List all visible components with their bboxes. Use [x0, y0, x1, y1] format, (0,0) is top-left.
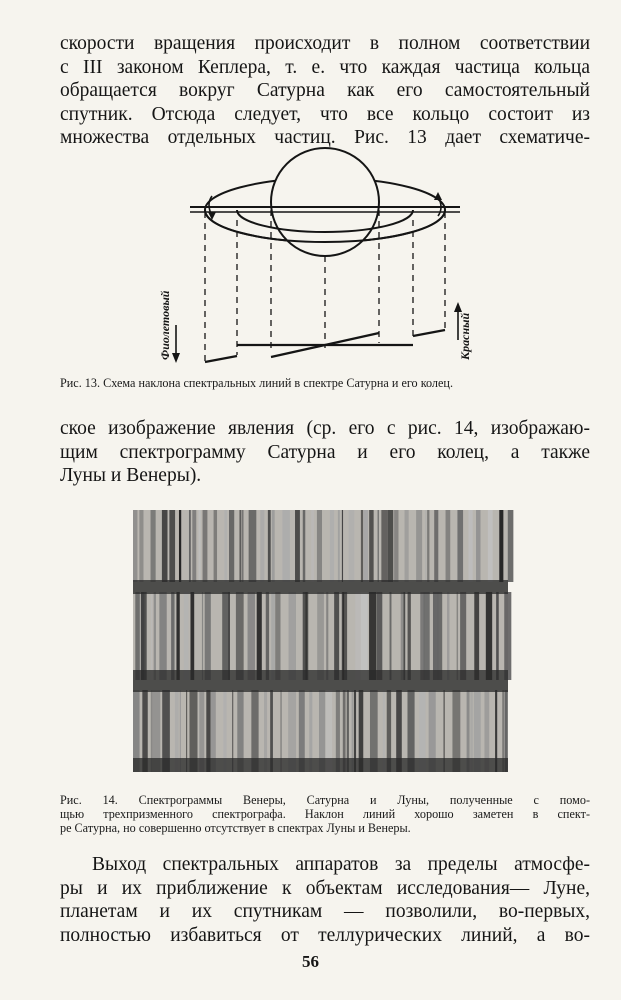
spectral-absorption-line — [381, 510, 388, 582]
text-line: скорости вращения происходит в полном соответствии — [60, 33, 590, 54]
spectral-absorption-line — [289, 592, 296, 680]
paragraph-top — [60, 32, 590, 150]
text-line: щим спектрограмму Сатурна и его колец, а также — [60, 441, 590, 463]
spectral-absorption-line — [133, 510, 137, 582]
text-line: Луны и Венеры). — [60, 465, 202, 486]
figure-14-spectrogram-photo — [133, 510, 508, 772]
spectral-absorption-line — [499, 510, 503, 582]
label-violet: Фиолетовый — [158, 290, 172, 360]
spectral-absorption-line — [438, 592, 442, 680]
text-line: ры и их приближение к объектам исследования— Луне, — [60, 877, 590, 899]
spectral-absorption-line — [342, 592, 347, 680]
caption-line: Рис. 14. Спектрограммы Венеры, Сатурна и Луны, полученные с помо- — [60, 793, 590, 807]
spectral-absorption-line — [179, 510, 181, 582]
spectral-absorption-line — [317, 510, 322, 582]
spectral-absorption-line — [199, 510, 201, 582]
spectral-absorption-line — [416, 510, 422, 582]
arrow-down-icon — [172, 353, 180, 363]
spectral-absorption-line — [447, 592, 449, 680]
spectral-absorption-line — [424, 592, 430, 680]
spectral-absorption-line — [239, 510, 241, 582]
text-line: обращается вокруг Сатурна как его самостоятельный — [60, 80, 590, 101]
spectral-absorption-line — [460, 592, 466, 680]
spectral-absorption-line — [311, 510, 314, 582]
spectral-absorption-line — [135, 592, 140, 680]
spectral-absorption-line — [162, 510, 168, 582]
caption-line: ре Сатурна, но совершенно отсутствует в спектрах Луны и Венеры. — [60, 821, 411, 835]
spectral-absorption-line — [378, 510, 379, 582]
spectral-absorption-line — [427, 510, 429, 582]
spectral-absorption-line — [476, 510, 480, 582]
spectral-absorption-line — [257, 592, 262, 680]
caption-line: щью трехпризменного спектрографа. Наклон линий хорошо заметен в спект- — [60, 807, 590, 821]
spectral-absorption-line — [403, 592, 405, 680]
spectral-absorption-line — [192, 510, 196, 582]
arrow-up-icon — [454, 302, 462, 312]
spectrogram-band — [133, 670, 508, 692]
spectral-absorption-line — [363, 510, 368, 582]
spectral-absorption-line — [171, 592, 173, 680]
spectral-absorption-line — [159, 592, 166, 680]
spectral-absorption-line — [205, 592, 211, 680]
paragraph-bottom — [60, 853, 590, 947]
spectral-absorption-line — [141, 592, 147, 680]
spectral-absorption-line — [388, 510, 393, 582]
spectral-absorption-line — [275, 592, 280, 680]
spectral-absorption-line — [202, 592, 203, 680]
spectral-absorption-line — [334, 592, 339, 680]
spectral-absorption-line — [139, 510, 143, 582]
spectral-absorption-line — [295, 510, 300, 582]
text-line: спутник. Отсюда следует, что все кольцо состоит из — [60, 103, 590, 125]
caption-line: Рис. 13. Схема наклона спектральных линий в спектре Сатурна и его колец. — [60, 376, 453, 390]
spectral-absorption-line — [355, 592, 361, 680]
spectral-absorption-line — [271, 592, 275, 680]
spectral-absorption-line — [408, 592, 411, 680]
spectral-absorption-line — [268, 510, 271, 582]
spectrogram-band — [133, 580, 508, 594]
spectral-absorption-line — [272, 510, 275, 582]
spectral-absorption-line — [496, 592, 499, 680]
spectral-absorption-line — [457, 592, 458, 680]
spectral-absorption-line — [446, 510, 451, 582]
spectral-absorption-line — [361, 510, 363, 582]
spectral-absorption-line — [228, 592, 230, 680]
spectral-absorption-line — [369, 510, 373, 582]
spectral-absorption-line — [342, 510, 343, 582]
spectral-absorption-line — [457, 510, 463, 582]
spectral-absorption-line — [377, 592, 382, 680]
spectral-absorption-line — [169, 510, 175, 582]
spectral-absorption-line — [151, 592, 152, 680]
text-line: множества отдельных частиц. Рис. 13 дает схематиче- — [60, 127, 590, 148]
text-line: ское изображение явления (ср. его с рис. 14, изображаю- — [60, 418, 590, 439]
spectral-absorption-line — [176, 592, 179, 680]
text-line: планетам и их спутникам — позволили, во-первых, — [60, 901, 590, 922]
spectral-absorption-line — [151, 510, 156, 582]
spectral-absorption-line — [248, 592, 255, 680]
spectral-absorption-line — [326, 592, 328, 680]
spectral-absorption-line — [154, 592, 156, 680]
spectrogram-band — [133, 758, 508, 772]
paragraph-middle — [60, 417, 590, 488]
spectral-absorption-line — [433, 592, 438, 680]
spectral-absorption-line — [260, 510, 264, 582]
spectral-absorption-line — [303, 510, 306, 582]
spectral-absorption-line — [405, 510, 409, 582]
spectral-absorption-line — [330, 510, 334, 582]
text-line: Выход спектральных аппаратов за пределы атмосфе- — [92, 854, 590, 875]
spectral-absorption-line — [224, 510, 227, 582]
text-line: с III законом Кеплера, т. е. что каждая частица кольца — [60, 56, 590, 78]
figure-14-caption — [60, 793, 590, 835]
spectral-absorption-line — [474, 592, 479, 680]
spectral-absorption-line — [434, 510, 438, 582]
spectral-absorption-line — [486, 592, 492, 680]
figure-13-caption — [60, 376, 590, 390]
spectral-absorption-line — [184, 592, 189, 680]
label-red: Красный — [458, 312, 472, 360]
spectral-absorption-line — [189, 510, 191, 582]
text-line: полностью избавиться от теллурических линий, а во- — [60, 924, 590, 946]
spectral-absorption-line — [214, 510, 217, 582]
spectral-absorption-line — [349, 510, 355, 582]
spectral-absorption-line — [306, 592, 309, 680]
spectral-absorption-line — [229, 510, 234, 582]
spectral-absorption-line — [508, 510, 514, 582]
spectral-absorption-line — [338, 510, 340, 582]
spectral-absorption-line — [394, 510, 398, 582]
spectral-absorption-line — [468, 510, 472, 582]
figure-13-saturn-diagram — [160, 150, 490, 372]
spectral-absorption-line — [190, 592, 194, 680]
spectral-absorption-line — [282, 510, 289, 582]
spectral-absorption-line — [390, 592, 392, 680]
spectral-absorption-line — [236, 592, 244, 680]
spectral-absorption-line — [242, 510, 243, 582]
spectral-absorption-line — [317, 592, 324, 680]
spectral-absorption-line — [425, 510, 427, 582]
spectral-absorption-line — [504, 592, 511, 680]
spectral-absorption-line — [249, 510, 257, 582]
spectral-absorption-line — [266, 592, 269, 680]
spectral-absorption-line — [488, 510, 493, 582]
spectral-absorption-line — [361, 592, 368, 680]
spectral-absorption-line — [369, 592, 376, 680]
spectral-absorption-line — [203, 510, 208, 582]
page-number: 56 — [302, 952, 319, 971]
